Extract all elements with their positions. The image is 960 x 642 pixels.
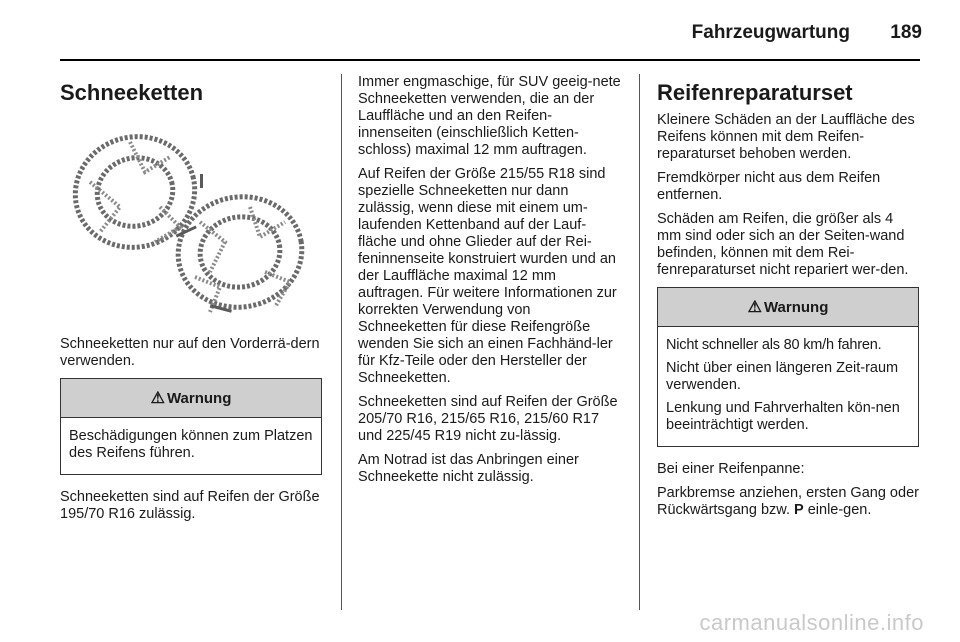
paragraph-flat-tire: Bei einer Reifenpanne: <box>657 461 805 477</box>
paragraph-special-chains: Auf Reifen der Größe 215/55 R18 sind spezielle Schneeketten nur dann zulässig, wenn diese mit einem um-laufenden Kettenband auf der Lauf-fläche und ohne Glieder auf der Rei-feninnenseite konstruiert wurden und an der Lauffläche maximal 12 mm auftragen. Für weitere Informationen zur korrekten Verwendung von Schneeketten für diese Reifengröße wenden Sie sich an einen Fachhänd-ler für Kfz-Teile oder den Hersteller der Schneeketten. <box>358 166 617 386</box>
paragraph-tire-size-allowed: Schneeketten sind auf Reifen der Größe 195/70 R16 zulässig. <box>60 489 320 522</box>
watermark: carmanualsonline.info <box>699 610 924 635</box>
snow-chains-illustration-icon <box>60 112 320 322</box>
column-divider-2 <box>639 74 640 610</box>
right-column <box>657 74 919 526</box>
warning-header-left <box>61 379 321 418</box>
warning-box-right <box>657 287 919 447</box>
header-title: Fahrzeugwartung <box>691 22 850 43</box>
warning-triangle-icon: ⚠ <box>747 298 762 316</box>
warning-title-left: Warnung <box>166 389 232 407</box>
warning-body-left <box>61 418 321 474</box>
paragraph-not-allowed-sizes: Schneeketten sind auf Reifen der Größe 205/70 R16, 215/65 R16, 215/60 R17 und 225/45 R19 nicht zu-lässig. <box>358 394 618 444</box>
warning-duration: Nicht über einen längeren Zeit-raum verwenden. <box>666 360 899 393</box>
paragraph-fine-mesh-chains: Immer engmaschige, für SUV geeig-nete Schneeketten verwenden, die an der Lauffläche und an den Reifen-innenseiten (einschließlich Ketten-schloss) maximal 12 mm auftragen. <box>358 74 621 158</box>
warning-header-right <box>658 288 918 327</box>
header-rule <box>60 59 920 61</box>
middle-column <box>358 74 622 493</box>
column-divider-1 <box>341 74 342 610</box>
page-number: 189 <box>890 22 922 43</box>
paragraph-front-wheels: Schneeketten nur auf den Vorderrä-dern verwenden. <box>60 336 320 369</box>
warning-body-right <box>658 327 918 446</box>
warning-speed-limit: Nicht schneller als 80 km/h fahren. <box>666 337 882 353</box>
paragraph-parking-brake <box>657 485 919 519</box>
section-title-reifenreparaturset: Reifenreparaturset <box>657 80 853 105</box>
paragraph-minor-damage: Kleinere Schäden an der Lauffläche des Reifens können mit dem Reifen-reparaturset behoben werden. <box>657 112 915 162</box>
paragraph-larger-damage: Schäden am Reifen, die größer als 4 mm sind oder sich an der Seiten-wand befinden, können mit dem Rei-fenreparaturset nicht repariert wer-den. <box>657 211 909 278</box>
parking-brake-suffix: einle-gen. <box>803 502 872 518</box>
warning-title-right: Warnung <box>763 298 829 316</box>
gear-p-label: P <box>794 502 804 518</box>
warning-handling: Lenkung und Fahrverhalten kön-nen beeinträchtigt werden. <box>666 400 900 433</box>
section-title-schneeketten: Schneeketten <box>60 80 204 105</box>
warning-box-left <box>60 378 322 475</box>
left-column <box>60 74 322 530</box>
warning-text-left: Beschädigungen können zum Platzen des Reifens führen. <box>69 428 313 461</box>
paragraph-spare-wheel: Am Notrad ist das Anbringen einer Schneekette nicht zulässig. <box>358 452 579 485</box>
parking-brake-text: Parkbremse anziehen, ersten Gang oder Rückwärtsgang bzw. <box>657 485 919 518</box>
warning-triangle-icon: ⚠ <box>150 389 165 407</box>
paragraph-foreign-objects: Fremdkörper nicht aus dem Reifen entfernen. <box>657 170 881 203</box>
